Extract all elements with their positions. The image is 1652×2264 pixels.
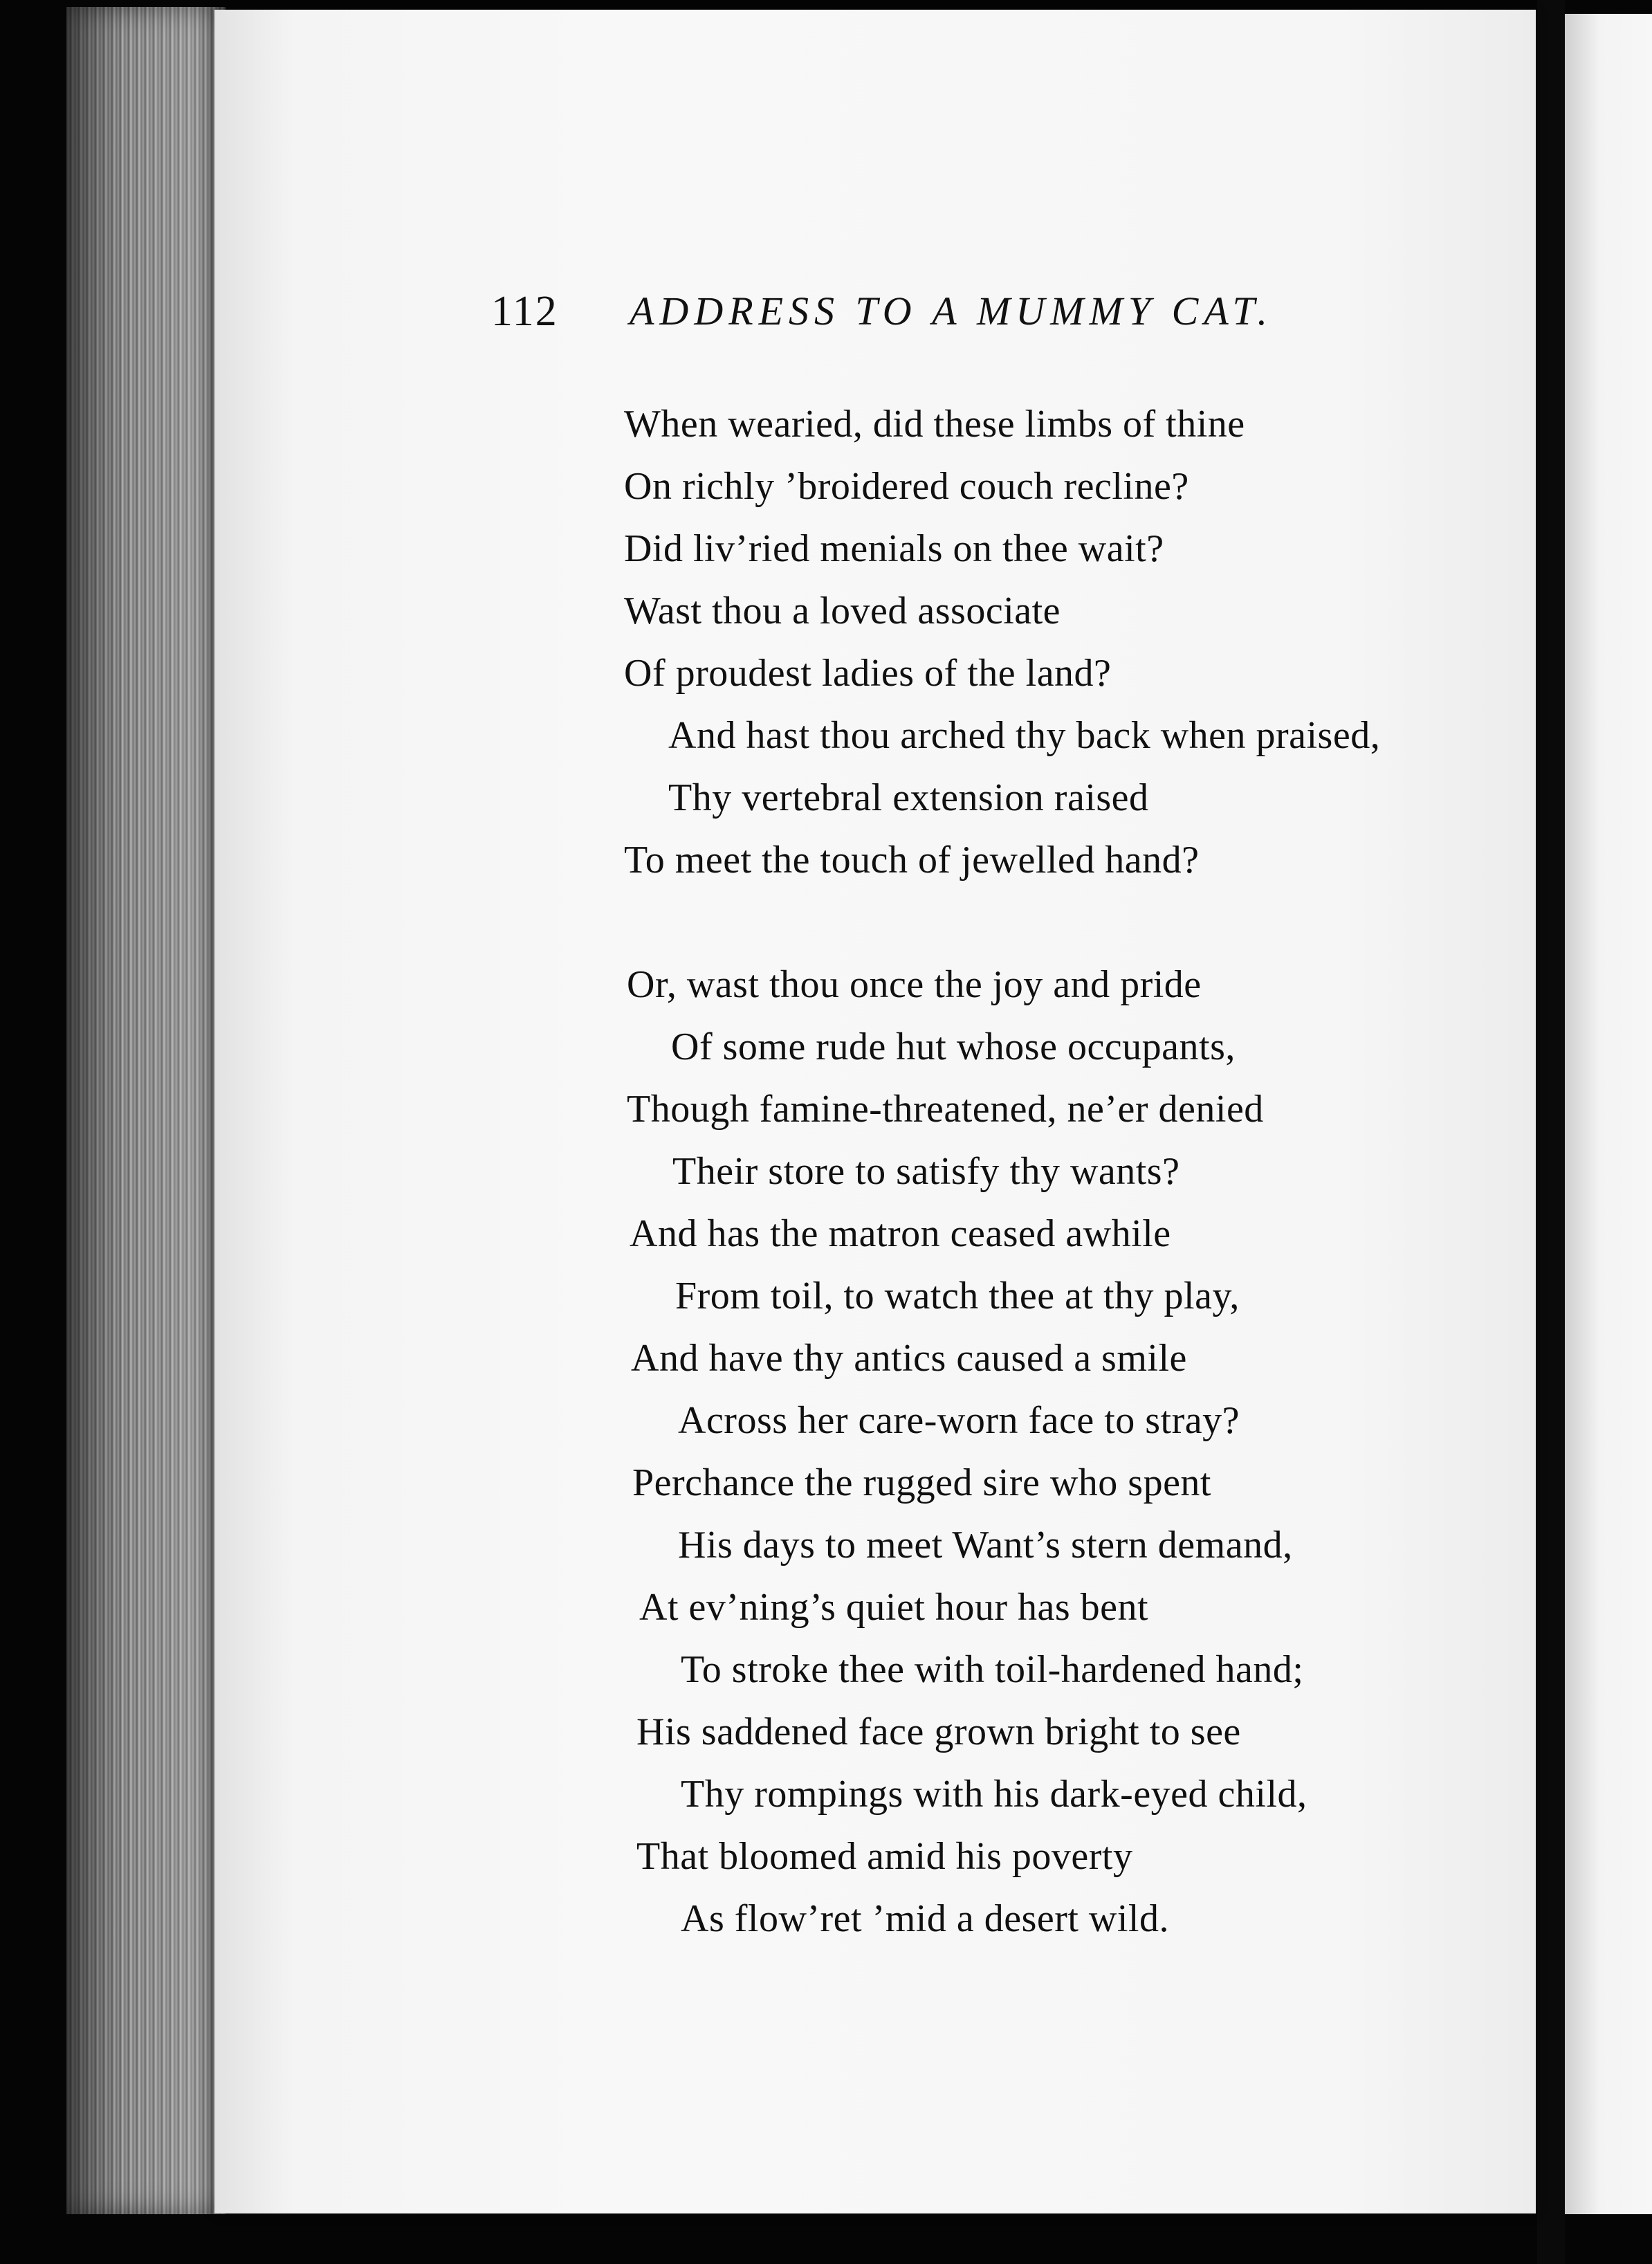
poem-line: That bloomed amid his poverty [636, 1835, 1133, 1878]
poem-line: Thy rompings with his dark-eyed child, [681, 1773, 1307, 1816]
poem-line: Though famine-threatened, ne’er denied [627, 1088, 1264, 1131]
poem-line: Of some rude hut whose occupants, [671, 1025, 1236, 1068]
poem-line: And hast thou arched thy back when praised, [668, 714, 1381, 757]
poem-line: Perchance the rugged sire who spent [632, 1461, 1211, 1504]
poem-line: Did liv’ried menials on thee wait? [624, 527, 1164, 570]
poem-line: From toil, to watch thee at thy play, [675, 1275, 1240, 1317]
poem-line: His days to meet Want’s stern demand, [678, 1524, 1293, 1567]
page-number: 112 [491, 288, 558, 335]
poem-line: Of proudest ladies of the land? [624, 652, 1112, 695]
running-title: ADDRESS TO A MUMMY CAT. [630, 289, 1273, 334]
poem-line: And has the matron ceased awhile [630, 1212, 1171, 1255]
poem-line: And have thy antics caused a smile [631, 1337, 1187, 1380]
poem-line: Across her care-worn face to stray? [678, 1399, 1240, 1442]
poem-line: Thy vertebral extension raised [668, 776, 1149, 819]
poem-line: His saddened face grown bright to see [636, 1710, 1241, 1753]
poem-line: Wast thou a loved associate [624, 590, 1061, 632]
poem-line: Their store to satisfy thy wants? [672, 1150, 1180, 1193]
poem-line: When wearied, did these limbs of thine [624, 403, 1245, 446]
poem-line: At ev’ning’s quiet hour has bent [639, 1586, 1149, 1629]
poem-line: To stroke thee with toil-hardened hand; [681, 1648, 1304, 1691]
poem-line: As flow’ret ’mid a desert wild. [681, 1897, 1169, 1940]
poem-line: Or, wast thou once the joy and pride [627, 963, 1202, 1006]
poem-line: To meet the touch of jewelled hand? [624, 839, 1200, 882]
poem-line: On richly ’broidered couch recline? [624, 465, 1189, 508]
